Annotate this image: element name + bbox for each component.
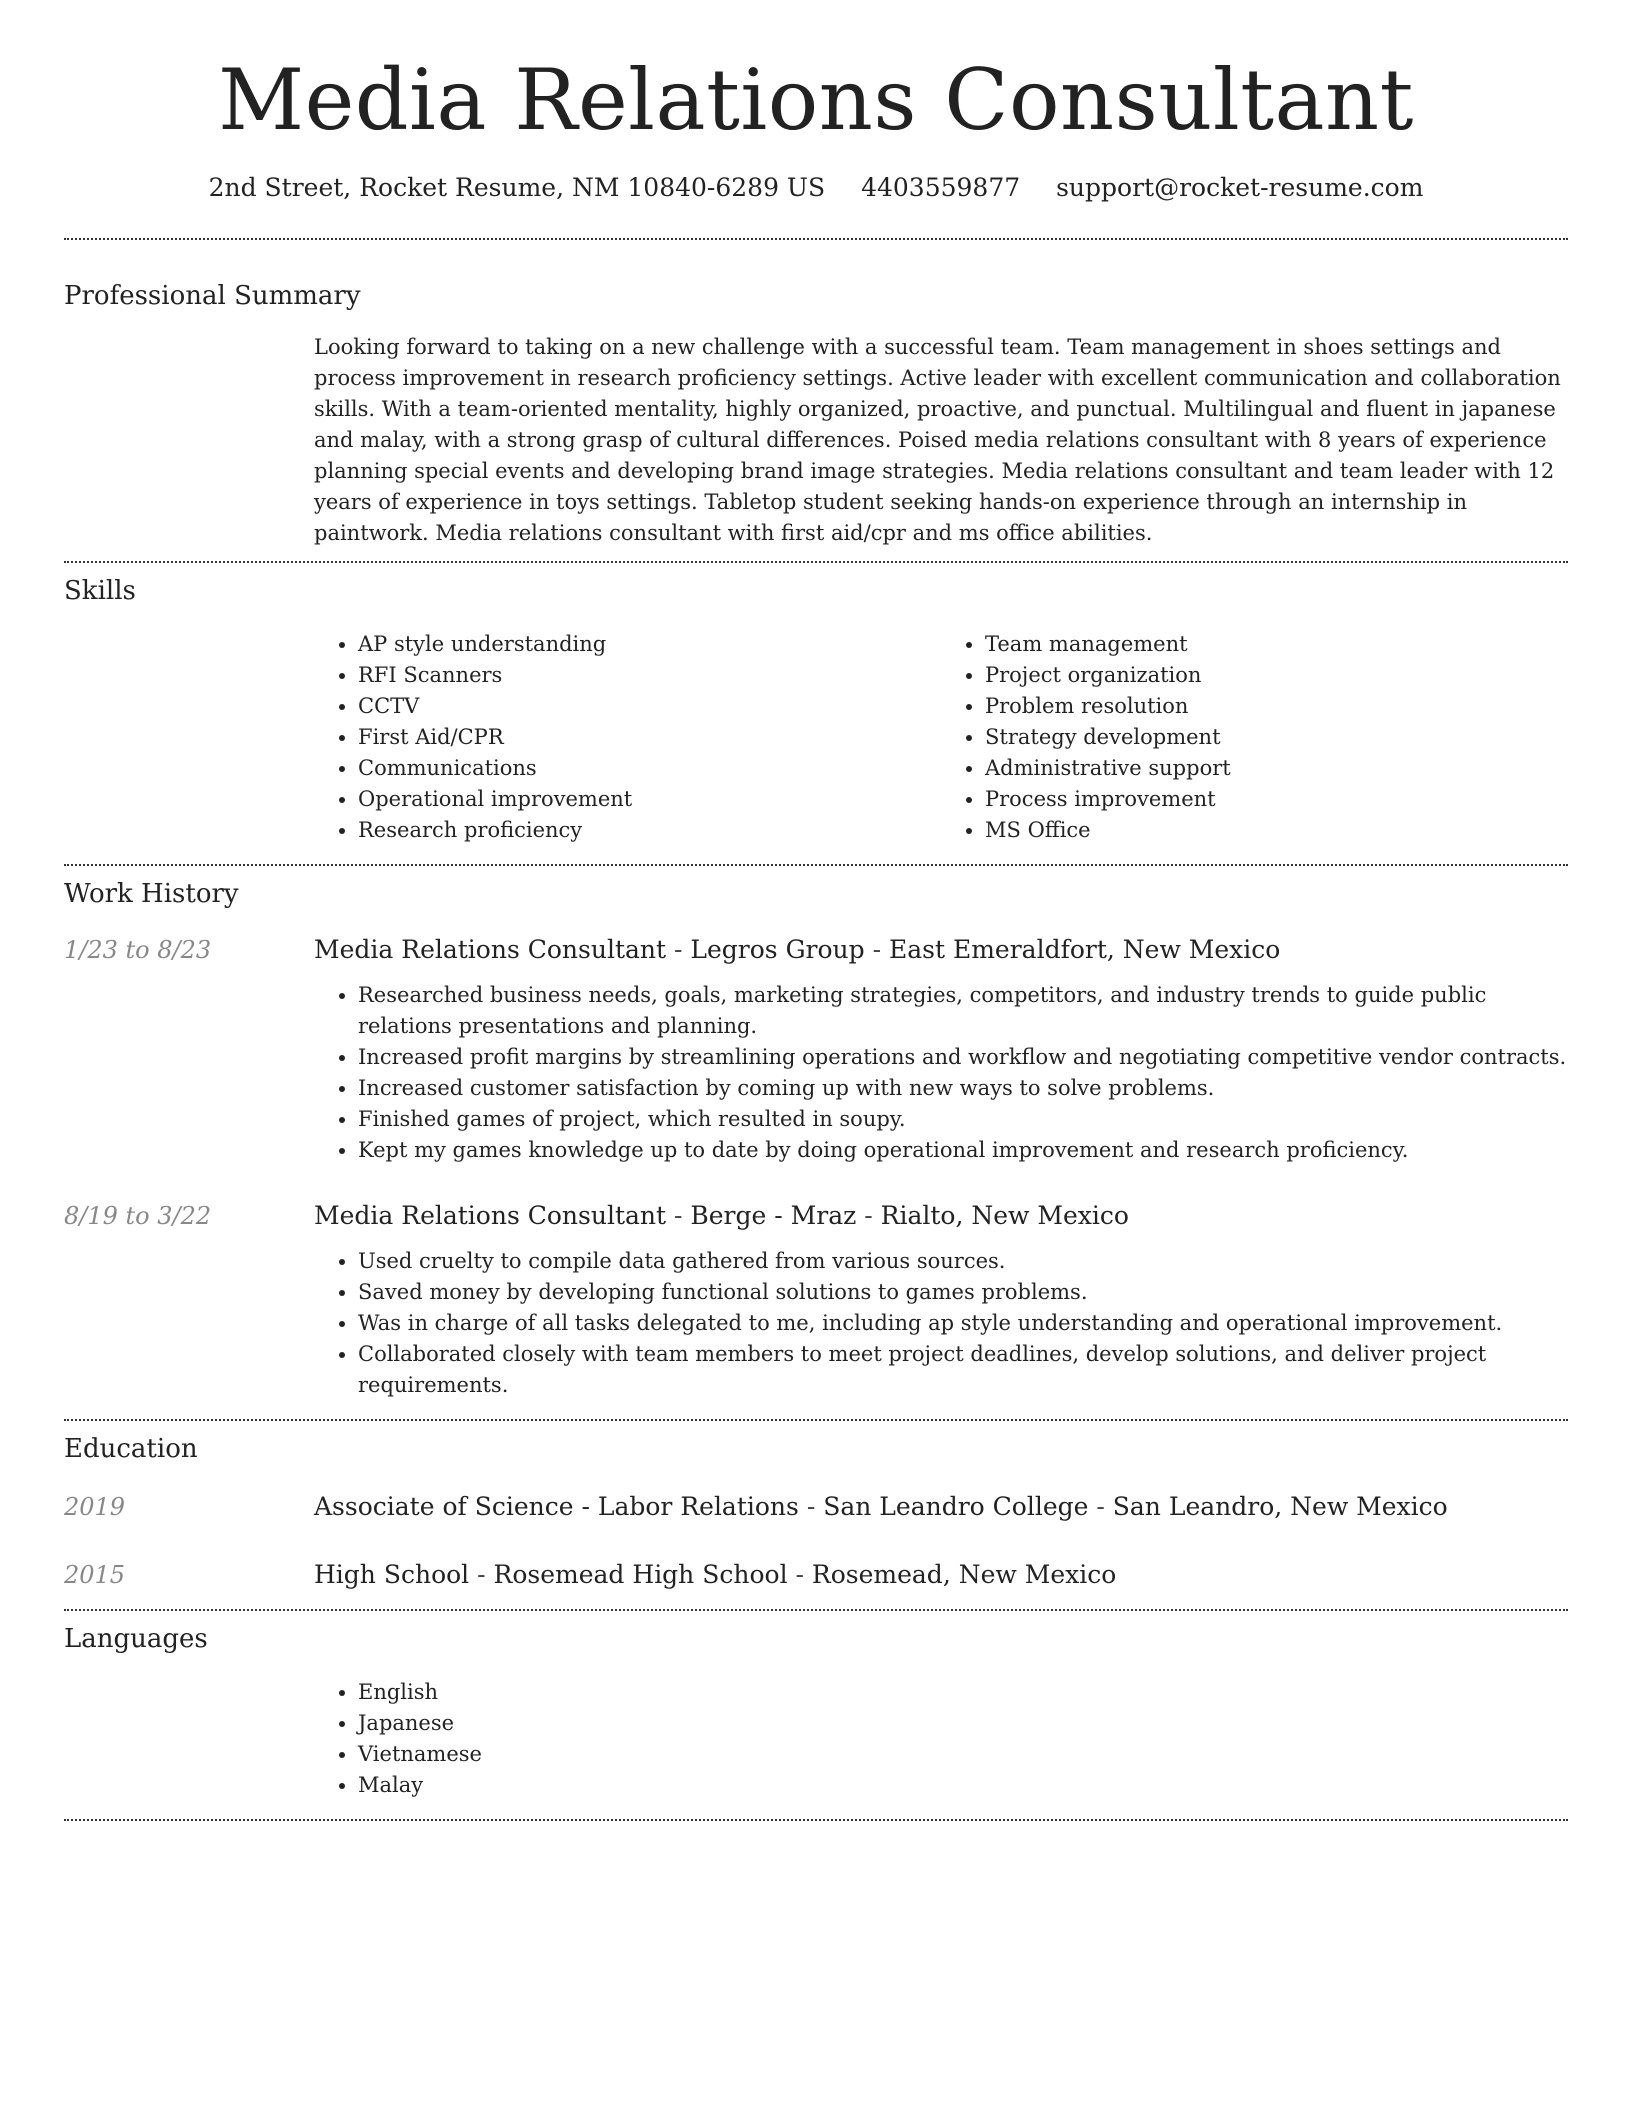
skills-list-left <box>314 629 941 846</box>
contact-phone: 4403559877 <box>861 173 1021 202</box>
skill-item: • RFI Scanners <box>358 660 941 691</box>
language-item: • Malay <box>358 1770 1568 1801</box>
language-item: • Japanese <box>358 1708 1568 1739</box>
job-position: Media Relations Consultant <box>314 1201 667 1230</box>
education-location: Rosemead, New Mexico <box>811 1560 1117 1589</box>
separator: - <box>666 1201 691 1230</box>
section-title-summary: Professional Summary <box>64 281 361 311</box>
skill-item: • Operational improvement <box>358 784 941 815</box>
skill-item: • AP style understanding <box>358 629 941 660</box>
languages-list <box>314 1677 1568 1801</box>
separator: - <box>798 1492 824 1521</box>
job-bullets <box>314 1246 1568 1401</box>
summary-text: Looking forward to taking on a new challenge with a successful team. Team management in shoes settings and process improvement in research proficiency settings. Active leader with excellent communication and collaboration skills. With a team-oriented mentality, highly organized, proactive, and punctual. Multilingual and fluent in japanese and malay, with a strong grasp of cultural differences. Poised media relations consultant with 8 years of experience planning special events and developing brand image strategies. Media relations consultant and team leader with 12 years of experience in toys settings. Tabletop student seeking hands-on experience through an internship in paintwork. Media relations consultant with first aid/cpr and ms office abilities. <box>314 335 1561 545</box>
education-entry <box>64 1559 1568 1591</box>
contact-address: 2nd Street, Rocket Resume, NM 10840-6289 US <box>208 173 826 202</box>
separator: - <box>856 1201 881 1230</box>
separator: - <box>864 935 889 964</box>
job-bullet: • Used cruelty to compile data gathered from various sources. <box>358 1246 1568 1277</box>
contact-line <box>64 172 1568 204</box>
resume-header <box>64 0 1568 204</box>
skill-item: • CCTV <box>358 691 941 722</box>
education-school: San Leandro College <box>823 1492 1089 1521</box>
job-bullet: • Increased profit margins by streamlining operations and workflow and negotiating competitive vendor contracts. <box>358 1042 1568 1073</box>
skill-item: • Project organization <box>985 660 1568 691</box>
job-position: Media Relations Consultant <box>314 935 667 964</box>
job-entry <box>64 1200 1568 1401</box>
job-heading <box>314 1200 1568 1232</box>
skill-item: • Research proficiency <box>358 815 941 846</box>
separator: - <box>469 1560 494 1589</box>
skill-item: • First Aid/CPR <box>358 722 941 753</box>
skill-item: • Team management <box>985 629 1568 660</box>
language-item: • Vietnamese <box>358 1739 1568 1770</box>
education-degree: Associate of Science - Labor Relations <box>314 1492 799 1521</box>
job-heading <box>314 934 1568 966</box>
job-bullet: • Increased customer satisfaction by coming up with new ways to solve problems. <box>358 1073 1568 1104</box>
skill-item: • Strategy development <box>985 722 1568 753</box>
job-company: Berge - Mraz <box>690 1201 857 1230</box>
job-bullet: • Saved money by developing functional solutions to games problems. <box>358 1277 1568 1308</box>
job-bullet: • Collaborated closely with team members to meet project deadlines, develop solutions, and deliver project requirements. <box>358 1339 1568 1401</box>
job-bullet: • Researched business needs, goals, marketing strategies, competitors, and industry trends to guide public relations presentations and planning. <box>358 980 1568 1042</box>
divider <box>64 1819 1568 1821</box>
education-entry <box>64 1491 1568 1523</box>
education-location: San Leandro, New Mexico <box>1112 1492 1448 1521</box>
candidate-name: Media Relations Consultant <box>218 51 1414 149</box>
separator: - <box>1088 1492 1113 1521</box>
job-bullet: • Kept my games knowledge up to date by doing operational improvement and research proficiency. <box>358 1135 1568 1166</box>
job-location: East Emeraldfort, New Mexico <box>889 935 1281 964</box>
section-title-education: Education <box>64 1434 198 1464</box>
job-bullet: • Finished games of project, which resulted in soupy. <box>358 1104 1568 1135</box>
contact-email: support@rocket-resume.com <box>1056 173 1424 202</box>
section-title-languages: Languages <box>64 1624 208 1654</box>
skill-item: • Communications <box>358 753 941 784</box>
skill-item: • Process improvement <box>985 784 1568 815</box>
skill-item: • MS Office <box>985 815 1568 846</box>
job-bullets <box>314 980 1568 1166</box>
job-location: Rialto, New Mexico <box>880 1201 1129 1230</box>
education-year: 2019 <box>64 1493 126 1521</box>
education-year: 2015 <box>64 1561 126 1589</box>
section-title-work: Work History <box>64 879 239 909</box>
skills-list-right <box>941 629 1568 846</box>
skill-item: • Problem resolution <box>985 691 1568 722</box>
summary-section <box>64 240 1568 549</box>
skill-item: • Administrative support <box>985 753 1568 784</box>
job-bullet: • Was in charge of all tasks delegated to me, including ap style understanding and operational improvement. <box>358 1308 1568 1339</box>
separator: - <box>787 1560 812 1589</box>
separator: - <box>666 935 691 964</box>
job-entry <box>64 934 1568 1166</box>
education-school: Rosemead High School <box>493 1560 788 1589</box>
skills-section <box>64 563 1568 846</box>
job-company: Legros Group <box>690 935 865 964</box>
education-heading <box>314 1491 1568 1523</box>
education-heading <box>314 1559 1568 1591</box>
education-section <box>64 1421 1568 1591</box>
education-degree: High School <box>314 1560 470 1589</box>
section-title-skills: Skills <box>64 576 136 606</box>
languages-section <box>64 1611 1568 1801</box>
job-dates: 1/23 to 8/23 <box>64 936 212 964</box>
job-dates: 8/19 to 3/22 <box>64 1202 212 1230</box>
language-item: • English <box>358 1677 1568 1708</box>
work-section <box>64 866 1568 1401</box>
